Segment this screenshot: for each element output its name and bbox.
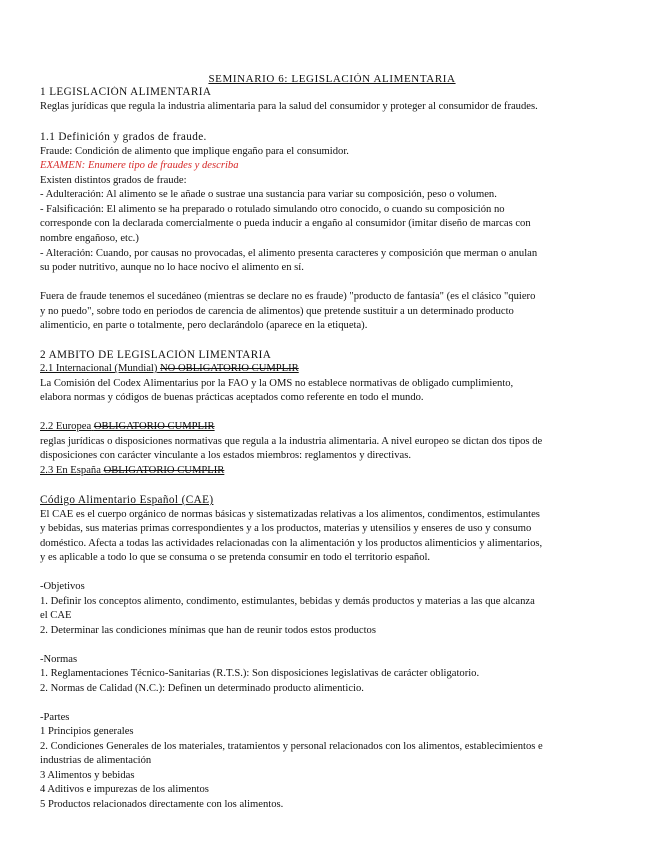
section-2-3-label: 2.3 En España	[40, 465, 101, 476]
fraud-alteracion-line-1: - Alteración: Cuando, por causas no provocadas, el alimento presenta caracteres y composición que merman o anulan	[40, 248, 538, 259]
cae-heading: Código Alimentario Español (CAE)	[40, 494, 214, 506]
part-5: 5 Productos relacionados directamente con los alimentos.	[40, 799, 284, 810]
cae-line-4: y es aplicable a todo lo que se consuma o se pretenda consumir en todo el territorio español.	[40, 552, 431, 563]
sucedaneo-line-1: Fuera de fraude tenemos el sucedáneo (mientras se declare no es fraude) "producto de fantasía" (es el clásico "quiero	[40, 291, 536, 302]
europe-line-2: disposiciones con carácter vinculante a los estados miembros: reglamentos y directivas.	[40, 450, 411, 461]
section-2-3-heading	[40, 465, 626, 478]
sucedaneo-line-2: y no puedo", sobre todo en periodos de carencia de alimentos) que pretende sustituir a un determinado producto	[40, 306, 514, 317]
part-2-line-1: 2. Condiciones Generales de los materiales, tratamientos y personal relacionados con los alimentos, establecimientos e	[40, 741, 543, 752]
section-2-1-label: 2.1 Internacional (Mundial)	[40, 363, 158, 374]
europe-line-1: reglas jurídicas o disposiciones normativas que regula a la industria alimentaria. A nivel europeo se dictan dos tipos de	[40, 436, 543, 447]
norms-heading: -Normas	[40, 654, 78, 665]
section-2-3-status: OBLIGATORIO CUMPLIR	[103, 465, 225, 476]
codex-line-1: La Comisión del Codex Alimentarius por la FAO y la OMS no establece normativas de obligado cumplimiento,	[40, 378, 514, 389]
objective-1-line-1: 1. Definir los conceptos alimento, condimento, estimulantes, bebidas y demás productos y materias a las que alcanza	[40, 596, 535, 607]
fraud-falsificacion-line-3: nombre engañoso, etc.)	[40, 233, 139, 244]
section-2-2-heading	[40, 421, 626, 434]
codex-line-2: elabora normas y códigos de buenas prácticas aceptados como referente en todo el mundo.	[40, 392, 424, 403]
section-1-1-heading: 1.1 Definición y grados de fraude.	[40, 131, 207, 143]
parts-heading: -Partes	[40, 712, 70, 723]
page-title: SEMINARIO 6: LEGISLACIÓN ALIMENTARIA	[208, 73, 456, 85]
objective-1-line-2: el CAE	[40, 610, 72, 621]
fraud-adulteracion: - Adulteración: Al alimento se le añade o sustrae una sustancia para variar su composición, peso o volumen.	[40, 189, 497, 200]
objectives-heading: -Objetivos	[40, 581, 85, 592]
section-1-heading: 1 LEGISLACIÓN ALIMENTARIA	[40, 86, 212, 98]
cae-line-3: doméstico. Afecta a todas las actividades relacionadas con la alimentación y los productos alimenticios y alimentarios,	[40, 538, 543, 549]
section-2-2-label: 2.2 Europea	[40, 421, 92, 432]
section-1-definition: Reglas jurídicas que regula la industria alimentaria para la salud del consumidor y proteger al consumidor de fraudes.	[40, 101, 538, 112]
fraud-falsificacion-line-2: corresponde con la declarada comercialmente o pueda inducir a engaño al consumidor (imitar diseño de marcas con	[40, 218, 531, 229]
part-3: 3 Alimentos y bebidas	[40, 770, 135, 781]
part-1: 1 Principios generales	[40, 726, 134, 737]
fraud-grades-intro: Existen distintos grados de fraude:	[40, 175, 187, 186]
section-2-1-status: NO OBLIGATORIO CUMPLIR	[160, 363, 299, 374]
fraud-alteracion-line-2: su poder nutritivo, aunque no lo hace nocivo el alimento en sí.	[40, 262, 304, 273]
exam-note: EXAMEN: Enumere tipo de fraudes y describa	[40, 160, 239, 171]
fraud-falsificacion-line-1: - Falsificación: El alimento se ha preparado o rotulado simulando otro conocido, o cuando su composición no	[40, 204, 505, 215]
cae-line-2: y bebidas, sus materias primas correspondientes y a los productos, materias y utensilios y enseres de uso y consumo	[40, 523, 532, 534]
norm-1: 1. Reglamentaciones Técnico-Sanitarias (R.T.S.): Son disposiciones legislativas de carácter obligatorio.	[40, 668, 480, 679]
cae-line-1: El CAE es el cuerpo orgánico de normas básicas y sistematizadas relativas a los alimentos, condimentos, estimulantes	[40, 509, 540, 520]
fraud-definition: Fraude: Condición de alimento que implique engaño para el consumidor.	[40, 146, 349, 157]
objective-2: 2. Determinar las condiciones mínimas que han de reunir todos estos productos	[40, 625, 376, 636]
sucedaneo-line-3: alimenticio, en parte o totalmente, pero declarándolo (aparece en la etiqueta).	[40, 320, 368, 331]
norm-2: 2. Normas de Calidad (N.C.): Definen un determinado producto alimenticio.	[40, 683, 364, 694]
part-2-line-2: industrias de alimentación	[40, 755, 152, 766]
section-2-2-status: OBLIGATORIO CUMPLIR	[93, 421, 215, 432]
section-2-heading: 2 AMBITO DE LEGISLACIÓN LIMENTARIA	[40, 349, 272, 361]
part-4: 4 Aditivos e impurezas de los alimentos	[40, 784, 209, 795]
section-2-1-heading	[40, 363, 626, 376]
